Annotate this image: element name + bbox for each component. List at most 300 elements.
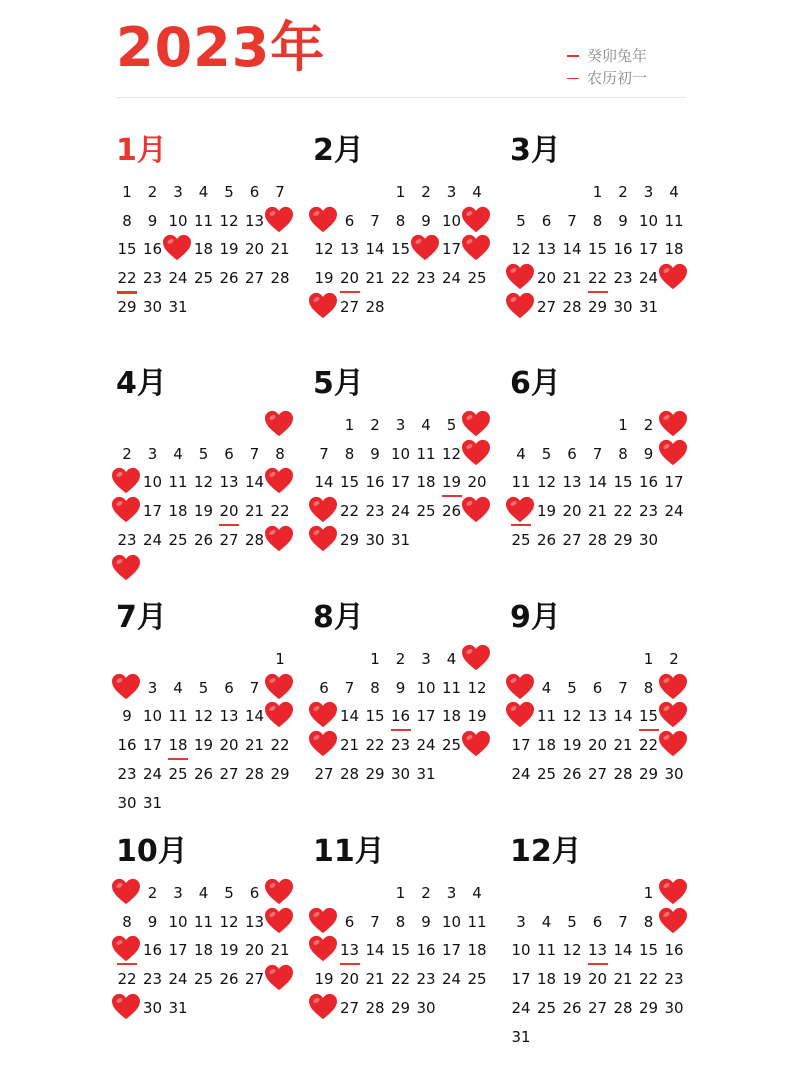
day-number: 25 <box>168 530 188 549</box>
day-cell <box>413 238 439 266</box>
day-cell <box>362 648 388 676</box>
day-number: 2 <box>122 444 132 463</box>
day-number: 11 <box>416 444 436 463</box>
day-number: 25 <box>511 530 531 549</box>
day-number: 27 <box>339 998 360 1017</box>
day-number: 1 <box>592 183 603 201</box>
day-number: 28 <box>270 269 290 288</box>
day-cell <box>191 968 217 996</box>
day-number: 10 <box>638 211 659 230</box>
day-cell <box>165 529 191 557</box>
day-cell <box>585 997 611 1025</box>
day-number: 6 <box>224 444 234 463</box>
day-cell <box>413 648 439 676</box>
day-cell <box>114 792 140 820</box>
day-number: 23 <box>613 269 633 288</box>
day-cell <box>610 181 636 209</box>
day-number: 6 <box>319 678 329 697</box>
day-number: 17 <box>638 240 659 259</box>
day-cell <box>559 210 585 238</box>
day-number: 27 <box>587 764 608 783</box>
day-cell <box>413 414 439 442</box>
lunar-first-day-underline <box>442 495 462 497</box>
day-cell <box>362 296 388 324</box>
day-cell <box>464 882 490 910</box>
day-number: 23 <box>390 736 411 755</box>
day-number: 19 <box>536 502 557 521</box>
day-number: 21 <box>244 736 265 755</box>
day-number: 10 <box>142 707 163 726</box>
day-cell <box>165 911 191 939</box>
day-number: 2 <box>421 183 431 201</box>
day-cell <box>337 734 363 762</box>
day-number: 18 <box>193 240 214 259</box>
day-number: 10 <box>416 678 436 697</box>
day-number: 31 <box>390 530 411 549</box>
day-cell <box>439 968 465 996</box>
day-number: 18 <box>664 240 684 259</box>
day-cell <box>610 500 636 528</box>
day-number: 19 <box>562 970 582 989</box>
day-number: 1 <box>122 183 132 201</box>
day-cell <box>362 734 388 762</box>
day-number: 11 <box>467 912 487 931</box>
day-number: 13 <box>244 211 265 230</box>
day-cell <box>114 734 140 762</box>
day-number: 9 <box>122 707 132 726</box>
day-cell <box>388 763 414 791</box>
day-cell <box>337 911 363 939</box>
day-cell <box>216 529 242 557</box>
heart-icon <box>461 410 491 438</box>
month-name: 9月 <box>510 600 561 635</box>
lunar-first-day-underline <box>340 963 360 965</box>
heart-icon <box>308 730 338 758</box>
day-cell <box>413 763 439 791</box>
day-cell <box>534 238 560 266</box>
day-cell <box>388 882 414 910</box>
day-number: 7 <box>344 678 355 697</box>
day-cell <box>362 939 388 967</box>
day-number: 8 <box>395 912 406 931</box>
day-cell <box>165 705 191 733</box>
day-cell <box>216 911 242 939</box>
heart-icon <box>658 878 688 906</box>
day-number: 21 <box>562 269 582 288</box>
day-cell <box>661 997 687 1025</box>
day-number: 10 <box>441 211 462 230</box>
day-cell <box>114 500 140 528</box>
day-cell <box>388 939 414 967</box>
day-number: 3 <box>446 183 457 201</box>
day-cell <box>114 882 140 910</box>
thin-underline-swatch <box>567 78 579 79</box>
day-cell <box>216 443 242 471</box>
day-number: 24 <box>168 970 188 989</box>
day-number: 24 <box>390 502 411 521</box>
day-number: 17 <box>390 473 411 492</box>
day-number: 8 <box>344 444 355 463</box>
day-number: 20 <box>219 736 239 755</box>
day-cell <box>242 267 268 295</box>
day-cell <box>534 997 560 1025</box>
day-cell <box>610 238 636 266</box>
day-cell <box>534 939 560 967</box>
day-cell <box>388 734 414 762</box>
day-number: 18 <box>536 736 557 755</box>
day-number: 8 <box>618 444 628 463</box>
heart-icon <box>308 292 338 320</box>
day-cell <box>388 648 414 676</box>
day-number: 7 <box>618 678 628 697</box>
day-cell <box>559 443 585 471</box>
day-cell <box>585 968 611 996</box>
day-cell <box>661 471 687 499</box>
day-number: 15 <box>587 240 608 259</box>
day-number: 24 <box>638 269 659 288</box>
day-number: 1 <box>395 884 406 902</box>
day-cell <box>610 911 636 939</box>
day-cell <box>439 911 465 939</box>
day-number: 3 <box>421 650 431 668</box>
day-number: 9 <box>618 211 628 230</box>
day-cell <box>362 968 388 996</box>
day-number: 4 <box>173 444 183 463</box>
day-number: 29 <box>587 297 608 316</box>
day-number: 30 <box>365 530 385 549</box>
day-number: 4 <box>541 678 552 697</box>
day-cell <box>311 734 337 762</box>
heart-icon <box>505 496 535 524</box>
day-cell <box>191 181 217 209</box>
day-number: 16 <box>142 240 163 259</box>
day-cell <box>165 939 191 967</box>
day-number: 21 <box>365 970 385 989</box>
heart-icon <box>658 410 688 438</box>
day-cell <box>165 296 191 324</box>
day-cell <box>439 677 465 705</box>
day-cell <box>191 911 217 939</box>
day-number: 14 <box>314 473 334 492</box>
day-cell <box>337 997 363 1025</box>
day-cell <box>388 500 414 528</box>
day-cell <box>508 500 534 528</box>
heart-icon <box>308 993 338 1021</box>
day-number: 24 <box>416 736 436 755</box>
day-number: 4 <box>446 650 457 668</box>
day-number: 8 <box>370 678 380 697</box>
day-cell <box>216 763 242 791</box>
day-number: 23 <box>142 970 163 989</box>
month-name: 2月 <box>313 133 364 168</box>
day-cell <box>388 911 414 939</box>
heart-icon <box>264 907 294 935</box>
day-cell <box>114 705 140 733</box>
lunar-new-year-underline <box>117 291 137 294</box>
day-cell <box>585 529 611 557</box>
day-cell <box>165 181 191 209</box>
legend-solid-label: 癸卯兔年 <box>587 47 648 65</box>
day-number: 12 <box>511 240 531 259</box>
heart-icon <box>658 673 688 701</box>
day-cell <box>464 648 490 676</box>
day-cell <box>585 500 611 528</box>
day-cell <box>464 911 490 939</box>
day-cell <box>585 296 611 324</box>
day-cell <box>636 181 662 209</box>
day-number: 17 <box>511 736 531 755</box>
month-name: 3月 <box>510 133 561 168</box>
day-number: 24 <box>441 269 462 288</box>
day-number: 27 <box>339 297 360 316</box>
day-number: 17 <box>441 941 462 960</box>
day-number: 16 <box>638 473 659 492</box>
header-divider <box>116 97 686 98</box>
day-number: 17 <box>142 502 163 521</box>
day-number: 27 <box>219 764 239 783</box>
day-number: 9 <box>395 678 406 697</box>
day-number: 23 <box>416 269 436 288</box>
heart-icon <box>111 467 141 495</box>
heart-icon <box>111 993 141 1021</box>
day-cell <box>661 267 687 295</box>
day-number: 27 <box>536 297 557 316</box>
day-number: 30 <box>664 764 684 783</box>
day-cell <box>114 677 140 705</box>
day-number: 12 <box>314 240 334 259</box>
day-cell <box>585 939 611 967</box>
day-number: 9 <box>643 444 654 463</box>
day-cell <box>140 705 166 733</box>
day-cell <box>585 210 611 238</box>
day-number: 12 <box>467 678 487 697</box>
day-cell <box>413 267 439 295</box>
day-number: 27 <box>314 764 334 783</box>
day-cell <box>165 267 191 295</box>
day-number: 1 <box>618 416 628 434</box>
day-cell <box>661 181 687 209</box>
day-cell <box>508 968 534 996</box>
day-cell <box>191 267 217 295</box>
day-number: 25 <box>193 970 214 989</box>
day-number: 16 <box>365 473 385 492</box>
day-cell <box>464 939 490 967</box>
day-cell <box>636 296 662 324</box>
day-cell <box>216 882 242 910</box>
day-number: 20 <box>219 502 239 521</box>
month-name: 5月 <box>313 366 364 401</box>
day-number: 23 <box>117 530 137 549</box>
day-cell <box>636 210 662 238</box>
day-cell <box>362 210 388 238</box>
day-number: 28 <box>244 764 265 783</box>
day-number: 19 <box>441 473 462 492</box>
day-cell <box>610 734 636 762</box>
heart-icon <box>308 206 338 234</box>
day-number: 15 <box>117 240 137 259</box>
day-number: 22 <box>390 970 411 989</box>
day-number: 30 <box>390 764 411 783</box>
day-cell <box>413 443 439 471</box>
day-number: 30 <box>613 297 633 316</box>
day-number: 31 <box>638 297 659 316</box>
day-cell <box>508 734 534 762</box>
day-cell <box>140 911 166 939</box>
day-number: 21 <box>270 941 290 960</box>
day-number: 2 <box>147 884 158 902</box>
day-number: 28 <box>613 998 633 1017</box>
day-cell <box>311 210 337 238</box>
day-cell <box>413 500 439 528</box>
day-cell <box>559 705 585 733</box>
day-cell <box>534 911 560 939</box>
day-cell <box>388 705 414 733</box>
day-number: 11 <box>168 707 188 726</box>
day-cell <box>311 763 337 791</box>
day-number: 20 <box>587 736 608 755</box>
day-number: 13 <box>244 912 265 931</box>
heart-icon <box>658 263 688 291</box>
day-cell <box>140 734 166 762</box>
day-cell <box>267 705 293 733</box>
day-cell <box>534 210 560 238</box>
heart-icon <box>308 907 338 935</box>
day-number: 2 <box>395 650 406 668</box>
day-number: 13 <box>339 240 360 259</box>
heart-icon <box>264 878 294 906</box>
day-cell <box>559 529 585 557</box>
heart-icon <box>111 673 141 701</box>
day-number: 7 <box>567 211 577 230</box>
lunar-first-day-underline <box>588 963 608 965</box>
day-cell <box>242 238 268 266</box>
day-number: 9 <box>147 912 158 931</box>
day-number: 9 <box>421 912 431 931</box>
day-cell <box>636 529 662 557</box>
day-cell <box>585 471 611 499</box>
day-cell <box>216 238 242 266</box>
day-number: 6 <box>567 444 577 463</box>
day-cell <box>508 763 534 791</box>
day-cell <box>559 500 585 528</box>
day-number: 19 <box>193 502 214 521</box>
day-number: 19 <box>314 269 334 288</box>
day-cell <box>114 763 140 791</box>
day-cell <box>464 238 490 266</box>
day-number: 20 <box>467 473 487 492</box>
day-cell <box>388 181 414 209</box>
day-cell <box>559 939 585 967</box>
day-number: 24 <box>142 530 163 549</box>
day-cell <box>216 210 242 238</box>
day-cell <box>388 997 414 1025</box>
heart-icon <box>505 673 535 701</box>
day-number: 18 <box>168 502 188 521</box>
day-cell <box>140 677 166 705</box>
day-number: 20 <box>339 269 360 288</box>
day-number: 18 <box>441 707 462 726</box>
day-cell <box>534 267 560 295</box>
month-name: 11月 <box>313 834 385 869</box>
day-cell <box>114 939 140 967</box>
day-cell <box>362 414 388 442</box>
day-number: 8 <box>592 211 603 230</box>
day-cell <box>559 677 585 705</box>
day-number: 8 <box>643 912 654 931</box>
day-cell <box>413 939 439 967</box>
day-cell <box>661 939 687 967</box>
day-number: 18 <box>416 473 436 492</box>
day-cell <box>191 763 217 791</box>
day-cell <box>165 882 191 910</box>
day-number: 21 <box>587 502 608 521</box>
day-cell <box>388 529 414 557</box>
day-number: 25 <box>536 764 557 783</box>
day-number: 13 <box>587 707 608 726</box>
day-number: 11 <box>536 707 557 726</box>
lunar-first-day-underline <box>639 729 659 731</box>
day-cell <box>216 500 242 528</box>
day-cell <box>114 267 140 295</box>
day-number: 23 <box>142 269 163 288</box>
day-cell <box>191 529 217 557</box>
day-number: 21 <box>270 240 290 259</box>
day-cell <box>534 763 560 791</box>
day-number: 7 <box>319 444 329 463</box>
heart-icon <box>264 410 294 438</box>
day-cell <box>559 997 585 1025</box>
day-number: 15 <box>390 941 411 960</box>
day-cell <box>140 763 166 791</box>
heart-icon <box>111 554 141 582</box>
day-cell <box>661 500 687 528</box>
day-number: 22 <box>613 502 633 521</box>
day-cell <box>216 705 242 733</box>
day-number: 22 <box>270 736 290 755</box>
heart-icon <box>111 496 141 524</box>
day-cell <box>413 181 439 209</box>
day-number: 21 <box>244 502 265 521</box>
month-name: 6月 <box>510 366 561 401</box>
day-cell <box>508 997 534 1025</box>
day-number: 26 <box>441 502 462 521</box>
day-number: 6 <box>592 678 603 697</box>
day-cell <box>140 471 166 499</box>
day-cell <box>362 997 388 1025</box>
day-number: 25 <box>441 736 462 755</box>
day-number: 14 <box>339 707 360 726</box>
day-number: 12 <box>193 707 214 726</box>
day-number: 4 <box>669 183 679 201</box>
day-number: 4 <box>541 912 552 931</box>
day-cell <box>191 443 217 471</box>
heart-icon <box>505 263 535 291</box>
day-number: 19 <box>314 970 334 989</box>
day-number: 6 <box>224 678 234 697</box>
day-number: 26 <box>562 998 582 1017</box>
heart-icon <box>162 234 192 262</box>
day-number: 5 <box>198 678 209 697</box>
day-cell <box>362 677 388 705</box>
heart-icon <box>308 935 338 963</box>
day-number: 22 <box>365 736 385 755</box>
day-cell <box>191 238 217 266</box>
heart-icon <box>505 292 535 320</box>
day-number: 16 <box>664 941 684 960</box>
day-number: 30 <box>416 998 436 1017</box>
day-number: 24 <box>511 998 531 1017</box>
day-number: 8 <box>275 444 285 463</box>
